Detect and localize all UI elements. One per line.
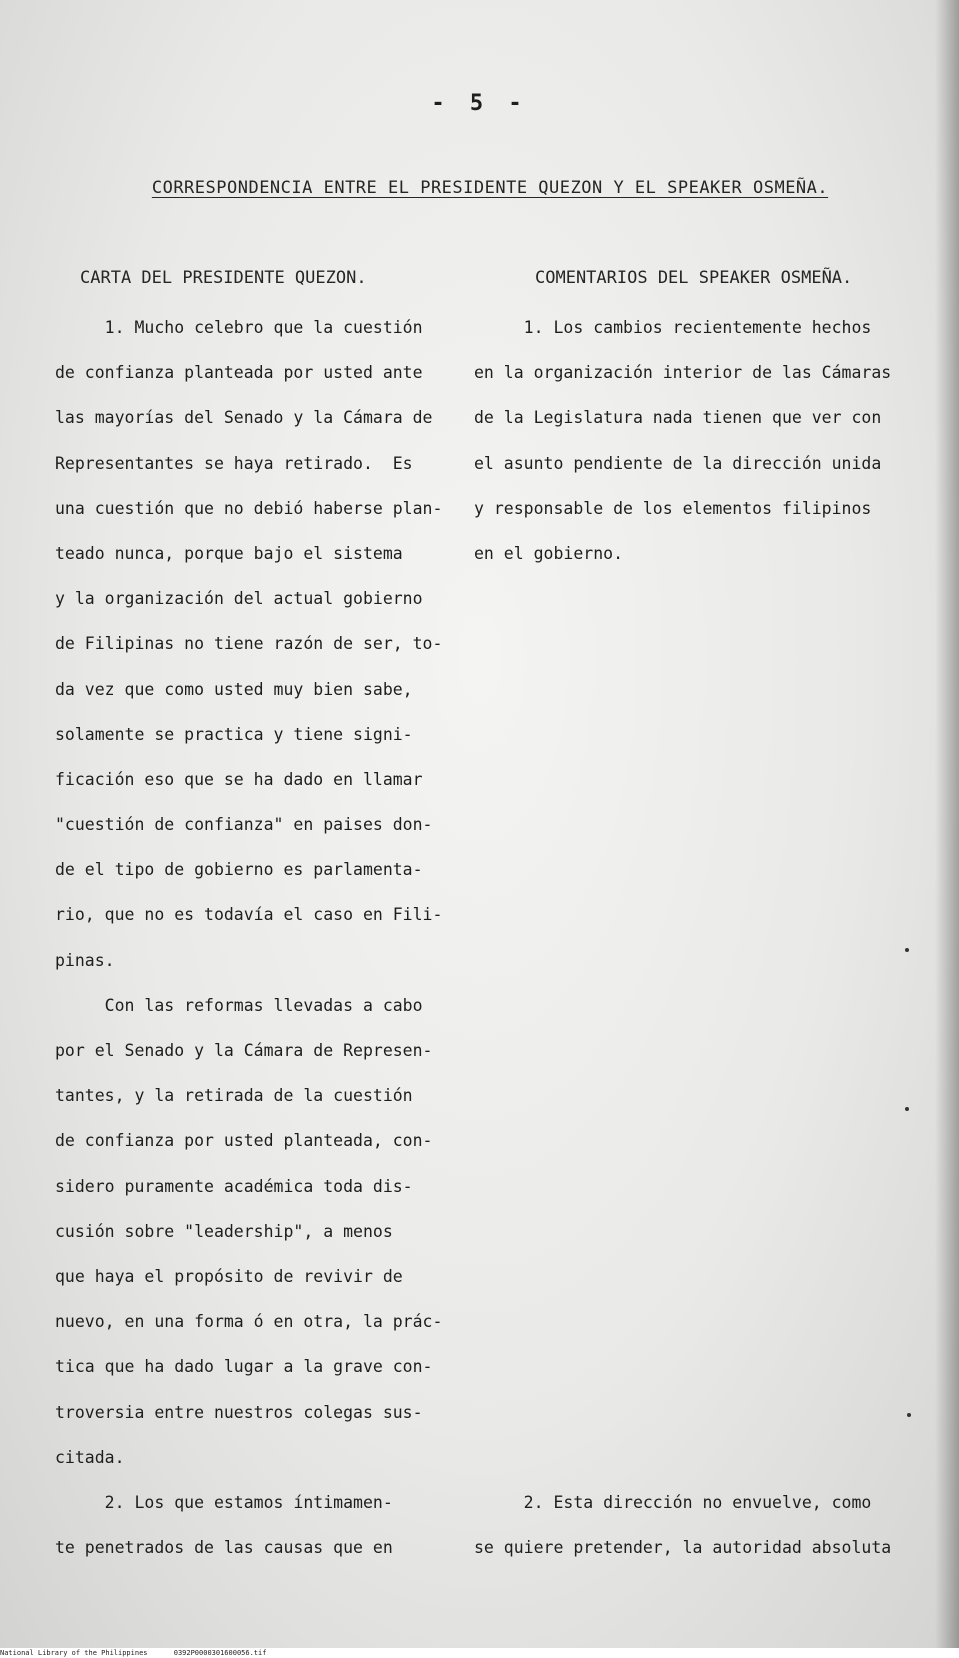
text-line: 1. Los cambios recientemente hechos (474, 318, 872, 337)
text-line: de el tipo de gobierno es parlamenta- (55, 860, 423, 880)
text-line: de confianza por usted planteada, con- (55, 1131, 433, 1151)
text-line: pinas. (55, 950, 115, 970)
text-line: Representantes se haya retirado. Es (55, 453, 413, 473)
text-line: que haya el propósito de revivir de (55, 1266, 403, 1286)
text-line: el asunto pendiente de la dirección unida (474, 453, 882, 473)
text-line: Con las reformas llevadas a cabo (55, 995, 423, 1015)
text-line: rio, que no es todavía el caso en Fili- (55, 905, 443, 925)
scan-speck (905, 948, 909, 952)
text-line: "cuestión de confianza" en paises don- (55, 815, 433, 835)
text-line: 1. Mucho celebro que la cuestión (55, 318, 423, 337)
scan-speck (905, 1107, 909, 1111)
text-line: se quiere pretender, la autoridad absoluta (474, 1538, 892, 1558)
scan-edge-shadow (935, 0, 959, 1648)
text-line: de la Legislatura nada tienen que ver con (474, 408, 882, 428)
text-line: las mayorías del Senado y la Cámara de (55, 408, 433, 428)
text-line: tica que ha dado lugar a la grave con- (55, 1357, 433, 1377)
scan-speck (907, 1413, 911, 1417)
text-line: teado nunca, porque bajo el sistema (55, 543, 403, 563)
text-line: troversia entre nuestros colegas sus- (55, 1402, 423, 1422)
text-line: nuevo, en una forma ó en otra, la prác- (55, 1312, 443, 1332)
scan-footer (0, 1648, 959, 1658)
text-line: 2. Los que estamos íntimamen- (55, 1493, 393, 1512)
right-column-text-section-2 (474, 1480, 891, 1570)
text-line: de Filipinas no tiene razón de ser, to- (55, 634, 443, 654)
text-line: y responsable de los elementos filipinos (474, 498, 872, 518)
text-line: y la organización del actual gobierno (55, 589, 423, 609)
text-line: sidero puramente académica toda dis- (55, 1176, 413, 1196)
text-line: ficación eso que se ha dado en llamar (55, 769, 423, 789)
text-line: una cuestión que no debió haberse plan- (55, 498, 443, 518)
left-column-text (55, 305, 442, 1480)
right-column-heading: COMENTARIOS DEL SPEAKER OSMEÑA. (535, 268, 853, 288)
text-line: cusión sobre "leadership", a menos (55, 1221, 393, 1241)
page-number: - 5 - (431, 91, 528, 116)
text-line: da vez que como usted muy bien sabe, (55, 679, 413, 699)
text-line: solamente se practica y tiene signi- (55, 724, 413, 744)
text-line: por el Senado y la Cámara de Represen- (55, 1041, 433, 1060)
text-line: de confianza planteada por usted ante (55, 363, 423, 383)
text-line: 2. Esta dirección no envuelve, como (474, 1493, 872, 1512)
document-title: CORRESPONDENCIA ENTRE EL PRESIDENTE QUEZON Y EL SPEAKER OSMEÑA. (151, 178, 829, 198)
text-line: en el gobierno. (474, 543, 624, 563)
text-line: citada. (55, 1447, 125, 1467)
left-column-heading: CARTA DEL PRESIDENTE QUEZON. (80, 268, 367, 288)
text-line: tantes, y la retirada de la cuestión (55, 1086, 413, 1106)
text-line: te penetrados de las causas que en (55, 1538, 393, 1558)
right-column-text (474, 305, 891, 576)
text-line: en la organización interior de las Cámaras (474, 363, 892, 383)
left-column-text-section-2 (55, 1480, 393, 1570)
footer-file-id: 0392P0000301600056.tif (173, 1649, 267, 1657)
footer-library: National Library of the Philippines (0, 1649, 148, 1657)
